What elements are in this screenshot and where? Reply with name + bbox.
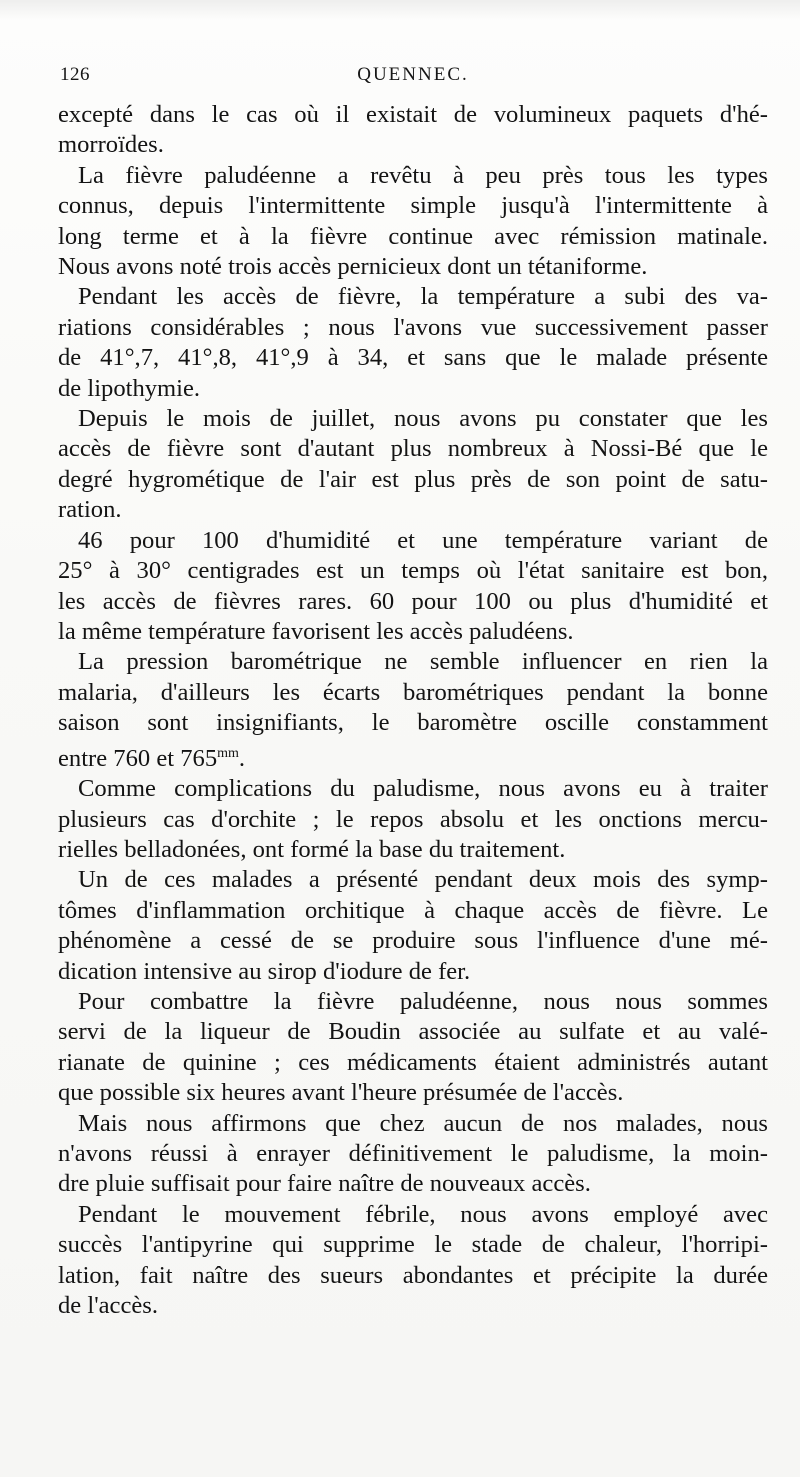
text-line: de 41°,7, 41°,8, 41°,9 à 34, et sans que le malade présente xyxy=(58,344,768,372)
text-line: riations considérables ; nous l'avons vue successivement passer xyxy=(58,313,768,341)
text-line: long terme et à la fièvre continue avec rémission matinale. xyxy=(58,222,768,250)
text-line: Un de ces malades a présenté pendant deux mois des symp- xyxy=(78,866,768,894)
paragraph xyxy=(58,282,768,404)
text-line: Pendant les accès de fièvre, la température a subi des va- xyxy=(78,283,768,311)
text-line: entre 760 et $765^{mm}$. xyxy=(58,744,246,772)
text-line: lation, fait naître des sueurs abondantes et précipite la durée xyxy=(58,1261,768,1289)
text-line: les accès de fièvres rares. 60 pour 100 ou plus d'humidité et xyxy=(58,587,768,615)
running-head: QUENNEC. xyxy=(357,64,469,85)
text-line: Comme complications du paludisme, nous avons eu à traiter xyxy=(78,775,768,803)
paragraph xyxy=(58,100,768,161)
text-line: excepté dans le cas où il existait de volumineux paquets d'hé- xyxy=(58,101,768,128)
paragraph xyxy=(58,1109,768,1200)
paragraph xyxy=(58,987,768,1109)
text-line: dre pluie suffisait pour faire naître de nouveaux accès. xyxy=(58,1170,591,1198)
text-line: la même température favorisent les accès paludéens. xyxy=(58,617,574,645)
text-line: 25° à 30° centigrades est un temps où l'état sanitaire est bon, xyxy=(58,557,768,585)
page-top-shadow xyxy=(0,0,800,20)
text-line: Depuis le mois de juillet, nous avons pu constater que les xyxy=(78,405,768,433)
paragraph xyxy=(58,404,768,526)
unit-superscript: mm xyxy=(217,745,239,761)
page-header xyxy=(60,64,766,94)
text-line: 46 pour 100 d'humidité et une température variant de xyxy=(78,526,768,554)
text-line: servi de la liqueur de Boudin associée au sulfate et au valé- xyxy=(58,1018,768,1046)
page-number: 126 xyxy=(60,64,90,85)
text-line: phénomène a cessé de se produire sous l'influence d'une mé- xyxy=(58,927,768,955)
text-line: plusieurs cas d'orchite ; le repos absolu et les onctions mercu- xyxy=(58,805,768,833)
paragraph xyxy=(58,161,768,283)
text-line: La pression barométrique ne semble influencer en rien la xyxy=(78,648,768,676)
text-line: ration. xyxy=(58,496,122,524)
text-line: Nous avons noté trois accès pernicieux dont un tétaniforme. xyxy=(58,253,648,281)
text-line: Mais nous affirmons que chez aucun de nos malades, nous xyxy=(78,1109,768,1137)
text-line: connus, depuis l'intermittente simple jusqu'à l'intermittente à xyxy=(58,192,768,220)
paragraph xyxy=(58,1200,768,1322)
paragraph xyxy=(58,865,768,987)
paragraph xyxy=(58,526,768,648)
text-line: dication intensive au sirop d'iodure de fer. xyxy=(58,957,471,985)
text-line: succès l'antipyrine qui supprime le stade de chaleur, l'horripi- xyxy=(58,1231,768,1259)
text-line: La fièvre paludéenne a revêtu à peu près tous les types xyxy=(78,161,768,189)
text-line: n'avons réussi à enrayer définitivement le paludisme, la moin- xyxy=(58,1140,768,1167)
text-line: accès de fièvre sont d'autant plus nombreux à Nossi-Bé que le xyxy=(58,435,768,463)
text-line: rianate de quinine ; ces médicaments étaient administrés autant xyxy=(58,1048,768,1076)
text-line: de l'accès. xyxy=(58,1292,159,1320)
text-line: malaria, d'ailleurs les écarts barométriques pendant la bonne xyxy=(58,678,768,706)
text-line: Pour combattre la fièvre paludéenne, nous nous sommes xyxy=(78,987,768,1015)
paragraph xyxy=(58,647,768,774)
body-text xyxy=(58,100,768,1321)
text-line: degré hygrométique de l'air est plus près de son point de satu- xyxy=(58,465,768,493)
text-line: de lipothymie. xyxy=(58,374,201,402)
text-line: rielles belladonées, ont formé la base du traitement. xyxy=(58,835,566,863)
paragraph xyxy=(58,774,768,865)
text-line: morroïdes. xyxy=(58,131,164,159)
text-line: tômes d'inflammation orchitique à chaque accès de fièvre. Le xyxy=(58,896,768,924)
text-line: que possible six heures avant l'heure présumée de l'accès. xyxy=(58,1079,624,1107)
text-line: saison sont insignifiants, le baromètre oscille constamment xyxy=(58,709,768,737)
text-line: Pendant le mouvement fébrile, nous avons employé avec xyxy=(78,1200,768,1228)
